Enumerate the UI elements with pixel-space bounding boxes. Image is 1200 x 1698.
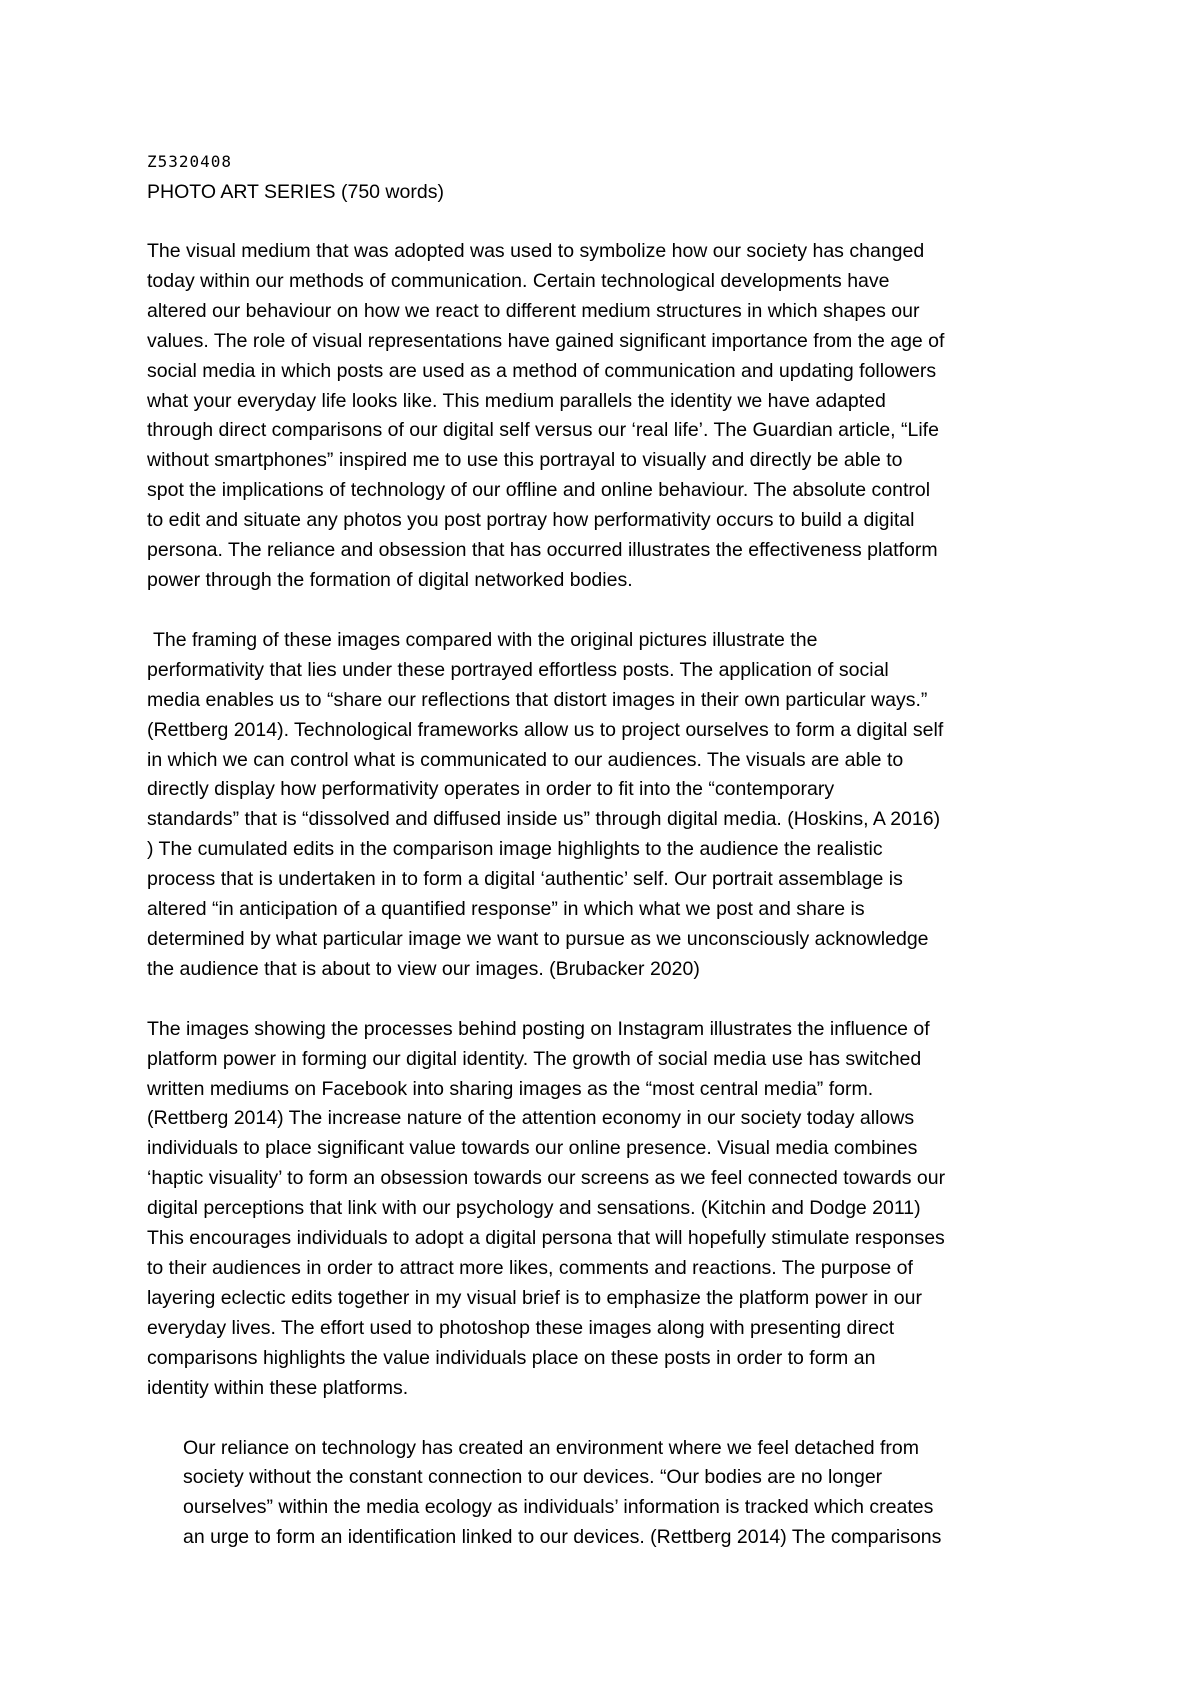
paragraph-4: Our reliance on technology has created an environment where we feel detached from society without the constant connection to our devices. “Our bodies are no longer ourselves” within the media ecology as individuals’ information is tracked which creates an urge to form an identification linked to our devices. (Rettberg 2014) The comparisons: [183, 1436, 942, 1549]
student-id: Z5320408: [147, 152, 233, 171]
document-body: [147, 147, 1067, 1553]
paragraph-3: The images showing the processes behind posting on Instagram illustrates the influence of platform power in forming our digital identity. The growth of social media use has switched written mediums on Facebook into sharing images as the “most central media” form. (Rettberg 2014) The increase nature of the attention economy in our society today allows individuals to place significant value towards our online presence. Visual media combines ‘haptic visuality’ to form an obsession towards our screens as we feel connected towards our digital perceptions that link with our psychology and sensations. (Kitchin and Dodge 2011) This encourages individuals to adopt a digital persona that will hopefully stimulate responses to their audiences in order to attract more likes, comments and reactions. The purpose of layering eclectic edits together in my visual brief is to emphasize the platform power in our everyday lives. The effort used to photoshop these images along with presenting direct comparisons highlights the value individuals place on these posts in order to form an identity within these platforms.: [147, 1017, 946, 1399]
paragraph-spacer: [147, 596, 1067, 626]
paragraph-spacer: [147, 1404, 1067, 1434]
paragraph-2: The framing of these images compared with the original pictures illustrate the performativity that lies under these portrayed effortless posts. The application of social media enables us to “share our reflections that distort images in their own particular ways.” (Rettberg 2014). Technological frameworks allow us to project ourselves to form a digital self in which we can control what is communicated to our audiences. The visuals are able to directly display how performativity operates in order to fit into the “contemporary standards” that is “dissolved and diffused inside us” through digital media. (Hoskins, A 2016) ) The cumulated edits in the comparison image highlights to the audience the realistic process that is undertaken in to form a digital ‘authentic’ self. Our portrait assemblage is altered “in anticipation of a quantified response” in which what we post and share is determined by what particular image we want to pursue as we unconsciously acknowledge the audience that is about to view our images. (Brubacker 2020): [147, 628, 944, 980]
paragraph-spacer: [147, 985, 1067, 1015]
paragraph-spacer: [147, 207, 1067, 237]
document-title: PHOTO ART SERIES (750 words): [147, 181, 444, 203]
paragraph-1: The visual medium that was adopted was used to symbolize how our society has changed today within our methods of communication. Certain technological developments have altered our behaviour on how we react to different medium structures in which shapes our values. The role of visual representations have gained significant importance from the age of social media in which posts are used as a method of communication and updating followers what your everyday life looks like. This medium parallels the identity we have adapted through direct comparisons of our digital self versus our ‘real life’. The Guardian article, “Life without smartphones” inspired me to use this portrayal to visually and directly be able to spot the implications of technology of our offline and online behaviour. The absolute control to edit and situate any photos you post portray how performativity occurs to build a digital persona. The reliance and obsession that has occurred illustrates the effectiveness platform power through the formation of digital networked bodies.: [147, 240, 945, 591]
